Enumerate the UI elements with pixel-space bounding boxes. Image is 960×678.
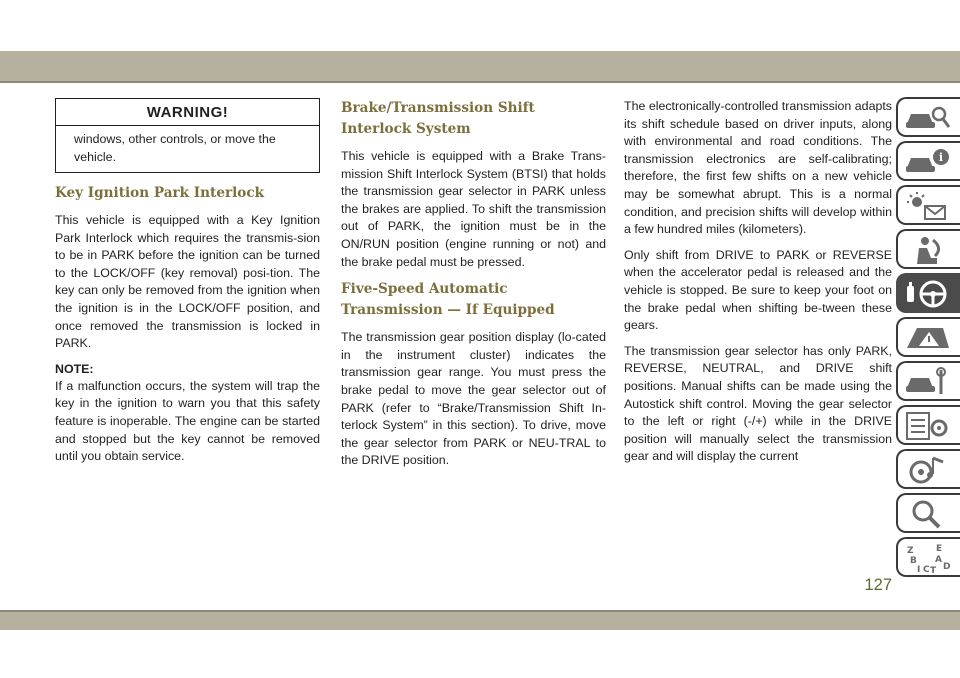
svg-text:i: i (938, 151, 944, 164)
footer-band (0, 612, 960, 630)
tab-instrument-panel[interactable] (896, 141, 960, 181)
tab-getting-to-know-vehicle[interactable] (896, 97, 960, 137)
tab-safety[interactable] (896, 229, 960, 269)
svg-text:D: D (943, 562, 951, 572)
tab-starting-and-operating[interactable] (896, 273, 960, 313)
tab-technical-specifications[interactable] (896, 405, 960, 445)
car-magnifier-icon (903, 102, 955, 134)
tab-in-case-of-emergency[interactable] (896, 317, 960, 357)
tab-customer-assistance[interactable] (896, 493, 960, 533)
header-band-line (0, 81, 960, 83)
paragraph-key-interlock: This vehicle is equipped with a Key Ignition Park Interlock which requires the transmis-sion to be in PARK before the ignition can be turned to the LOCK/OFF (key removal) posi-tion. The key can only be removed from the ignition when the ignition is in the LOCK/OFF position, and once removed the transmission is locked in PARK. (55, 213, 320, 351)
warning-box (55, 98, 320, 173)
page-number: 127 (864, 576, 892, 594)
paragraph-shift-schedule: The electronically-controlled transmission adapts its shift schedule based on driver inputs, along with environmental and road conditions. The transmission electronics are self-calibrating; therefore, the first few shifts on a new vehicle may be somewhat abrupt. This is a normal condition, and precision shifts will develop within a few hundred miles (kilometers). (624, 99, 892, 237)
tab-warning-lights[interactable] (896, 185, 960, 225)
note-text: If a malfunction occurs, the system will trap the key in the ignition to warn you that this safety feature is inoperable. The engine can be started and stopped but the key cannot be removed until you obtain service. (55, 378, 320, 464)
svg-text:A: A (935, 555, 942, 565)
road-warning-triangle-icon (903, 322, 955, 354)
svg-text:Z: Z (907, 546, 914, 556)
tab-servicing-and-maintenance[interactable] (896, 361, 960, 401)
heading-brake-shift-interlock: Brake/Transmission Shift Interlock System (341, 100, 535, 137)
checklist-gear-icon (903, 410, 955, 442)
warning-text: windows, other controls, or move the vehicle. (74, 132, 276, 164)
column-2 (341, 98, 606, 470)
svg-text:I: I (917, 565, 921, 574)
paragraph-shift-drive-park: Only shift from DRIVE to PARK or REVERSE when the accelerator pedal is released and the vehicle is stopped. Be sure to keep your foot on the brake pedal when shifting be-tween these gears. (624, 247, 892, 333)
search-magnifier-icon (903, 498, 955, 530)
column-3 (624, 98, 892, 466)
warning-lights-message-icon (903, 190, 955, 222)
svg-text:C: C (923, 565, 930, 574)
paragraph-gear-selector: The transmission gear selector has only PARK, REVERSE, NEUTRAL, and DRIVE shift positions. Manual shifts can be made using the Autostick shift control. Moving the gear selector to the left or right (-/+) while in the DRIVE position will manually select the transmission gear and will display the current (624, 343, 892, 464)
airbag-seat-icon (903, 234, 955, 266)
alphabet-index-icon (903, 542, 955, 574)
note-label: NOTE: (55, 361, 94, 376)
tab-index[interactable] (896, 537, 960, 577)
car-wrench-icon (903, 366, 955, 398)
paragraph-gear-display: The transmission gear position display (lo-cated in the instrument cluster) indicates the transmission gear range. You must press the brake pedal to move the gear selector out of PARK (refer to “Brake/Transmission Shift In-terlock System” in this section). To drive, move the gear selector from PARK or NEU-TRAL to the DRIVE position. (341, 330, 606, 468)
car-info-icon (903, 146, 955, 178)
warning-title: WARNING! (56, 98, 319, 126)
column-1 (55, 98, 320, 466)
header-band (0, 51, 960, 81)
music-navigation-icon (903, 454, 955, 486)
heading-key-ignition-park-interlock: Key Ignition Park Interlock (55, 185, 265, 201)
svg-text:B: B (910, 556, 917, 566)
steering-wheel-key-icon (903, 278, 955, 310)
heading-five-speed-transmission: Five-Speed Automatic Transmission — If Equipped (341, 281, 555, 319)
tab-multimedia[interactable] (896, 449, 960, 489)
paragraph-btsi: This vehicle is equipped with a Brake Trans-mission Shift Interlock System (BTSI) that holds the transmission gear selector in PARK unless the brakes are applied. To shift the transmission out of PARK, the ignition must be in the ON/RUN position (engine running or not) and the brake pedal must be pressed. (341, 149, 606, 269)
svg-text:E: E (936, 544, 943, 554)
svg-text:T: T (930, 566, 937, 574)
